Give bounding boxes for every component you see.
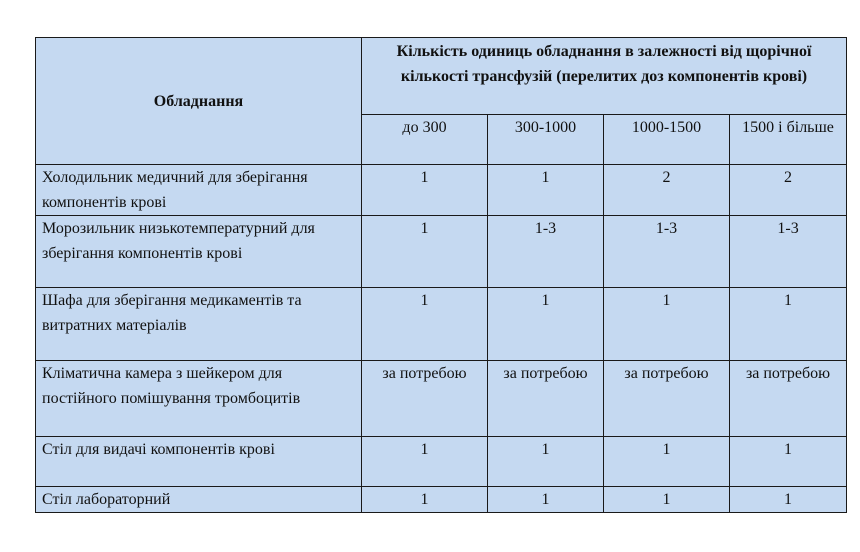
cell-value: за потребою — [730, 361, 847, 437]
cell-value: 1 — [488, 288, 604, 361]
row-label: Стіл лабораторний — [36, 487, 362, 513]
cell-value: 1-3 — [730, 216, 847, 288]
row-label: Стіл для видачі компонентів крові — [36, 437, 362, 487]
table-row — [36, 487, 847, 513]
cell-value: за потребою — [362, 361, 488, 437]
equipment-table — [35, 37, 847, 513]
row-label: Кліматична камера з шейкером для постійного помішування тромбоцитів — [36, 361, 362, 437]
row-label: Шафа для зберігання медикаментів та витратних матеріалів — [36, 288, 362, 361]
cell-value: 1 — [488, 487, 604, 513]
column-header: 1500 і більше — [730, 115, 847, 165]
table-row — [36, 165, 847, 216]
column-header: 300-1000 — [488, 115, 604, 165]
cell-value: за потребою — [604, 361, 730, 437]
cell-value: 1 — [730, 487, 847, 513]
column-header: до 300 — [362, 115, 488, 165]
header-group-title: Кількість одиниць обладнання в залежності від щорічної кількості трансфузій (перелитих доз компонентів крові) — [362, 38, 847, 115]
cell-value: за потребою — [488, 361, 604, 437]
cell-value: 1 — [362, 487, 488, 513]
column-header: 1000-1500 — [604, 115, 730, 165]
cell-value: 1 — [362, 216, 488, 288]
table-row — [36, 288, 847, 361]
table-row — [36, 437, 847, 487]
table-row — [36, 216, 847, 288]
cell-value: 1-3 — [488, 216, 604, 288]
cell-value: 2 — [730, 165, 847, 216]
cell-value: 1 — [362, 165, 488, 216]
cell-value: 1 — [730, 437, 847, 487]
table-row — [36, 361, 847, 437]
cell-value: 1 — [604, 288, 730, 361]
cell-value: 1 — [362, 288, 488, 361]
cell-value: 1 — [488, 437, 604, 487]
cell-value: 1 — [730, 288, 847, 361]
row-label: Холодильник медичний для зберігання компонентів крові — [36, 165, 362, 216]
row-label: Морозильник низькотемпературний для зберігання компонентів крові — [36, 216, 362, 288]
header-equipment: Обладнання — [36, 38, 362, 165]
cell-value: 1 — [604, 437, 730, 487]
cell-value: 1 — [362, 437, 488, 487]
cell-value: 1 — [604, 487, 730, 513]
cell-value: 1 — [488, 165, 604, 216]
cell-value: 1-3 — [604, 216, 730, 288]
cell-value: 2 — [604, 165, 730, 216]
